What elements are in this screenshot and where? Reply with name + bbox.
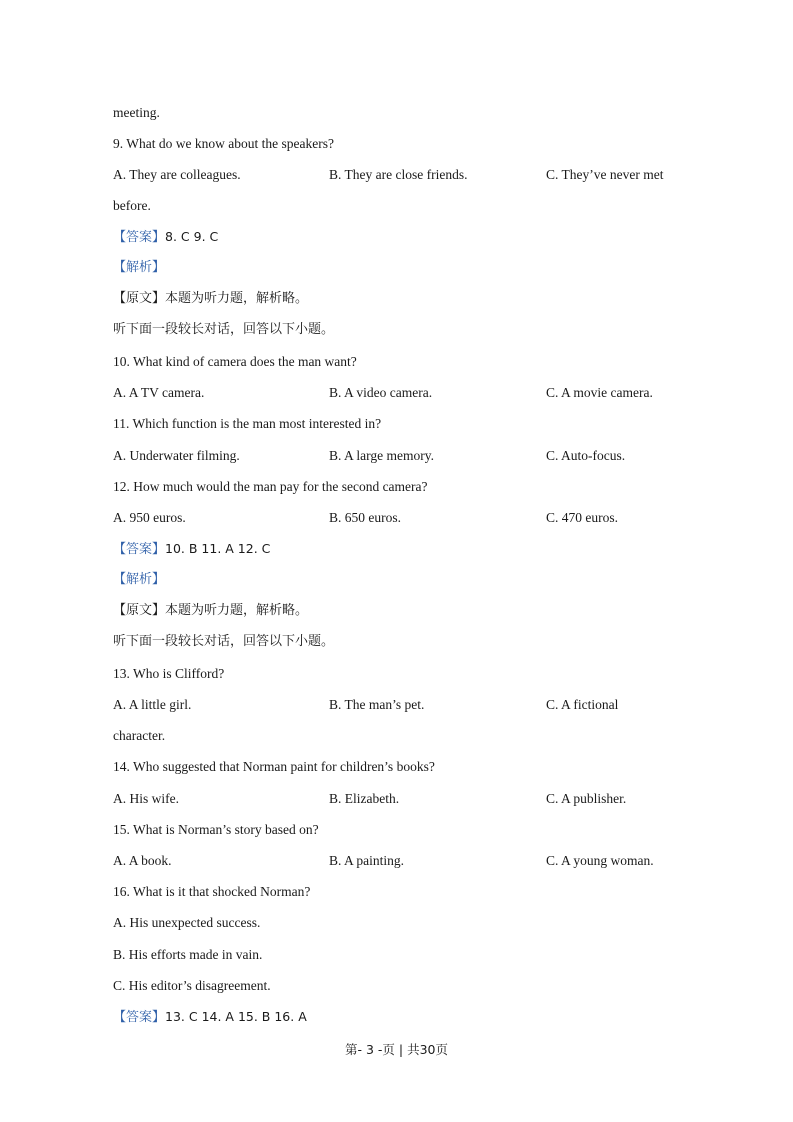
original-text: 本题为听力题，解析略。 [165,291,309,306]
text-line: B. His efforts made in vain. [113,947,263,962]
option-c: C. 470 euros. [546,510,618,525]
text-line: C. His editor’s disagreement. [113,978,271,993]
option-b: B. A large memory. [329,448,434,463]
text-line: meeting. [113,105,160,120]
option-c: C. A publisher. [546,791,627,806]
option-a: A. A book. [113,853,172,868]
option-c: C. A movie camera. [546,385,653,400]
question: 12. How much would the man pay for the second camera? [113,479,428,494]
option-a: A. They are colleagues. [113,167,241,182]
answer-value: 8. C 9. C [165,229,219,244]
option-b: B. A painting. [329,853,405,868]
answer-value: 10. B 11. A 12. C [165,541,271,556]
original-text-note [113,602,308,620]
option-b: B. They are close friends. [329,167,468,182]
original-label: 【原文】 [113,291,166,306]
text-line: A. His unexpected success. [113,915,261,930]
answer-label: 【答案】 [113,1010,166,1025]
question: 16. What is it that shocked Norman? [113,884,311,899]
option-b: B. The man’s pet. [329,697,425,712]
original-label: 【原文】 [113,603,166,618]
instruction-line: 听下面一段较长对话，回答以下小题。 [113,322,335,337]
option-a: A. 950 euros. [113,510,186,525]
page-footer: 第- 3 -页 | 共30页 [345,1042,448,1057]
question: 15. What is Norman’s story based on? [113,822,319,837]
answer-line [113,540,270,559]
analysis-label: 【解析】 [113,572,166,587]
question: 11. Which function is the man most interested in? [113,416,382,431]
question: 13. Who is Clifford? [113,666,225,681]
option-b: B. A video camera. [329,385,433,400]
analysis-label: 【解析】 [113,260,166,275]
answer-value: 13. C 14. A 15. B 16. A [165,1009,307,1024]
option-a: A. Underwater filming. [113,448,240,463]
question: 9. What do we know about the speakers? [113,136,334,151]
text-line: before. [113,198,151,213]
option-c: C. They’ve never met [546,167,664,182]
instruction-line: 听下面一段较长对话，回答以下小题。 [113,634,335,649]
question: 10. What kind of camera does the man want? [113,354,357,369]
option-b: B. Elizabeth. [329,791,400,806]
answer-label: 【答案】 [113,230,166,245]
answer-line [113,228,218,247]
option-a: A. A TV camera. [113,385,205,400]
original-text-note [113,290,308,308]
question: 14. Who suggested that Norman paint for children’s books? [113,759,435,774]
answer-label: 【答案】 [113,542,166,557]
option-a: A. His wife. [113,791,179,806]
option-a: A. A little girl. [113,697,192,712]
option-c: C. A young woman. [546,853,654,868]
answer-line [113,1008,307,1027]
option-c: C. A fictional [546,697,619,712]
option-b: B. 650 euros. [329,510,401,525]
option-c: C. Auto-focus. [546,448,626,463]
original-text: 本题为听力题，解析略。 [165,603,309,618]
text-line: character. [113,728,166,743]
